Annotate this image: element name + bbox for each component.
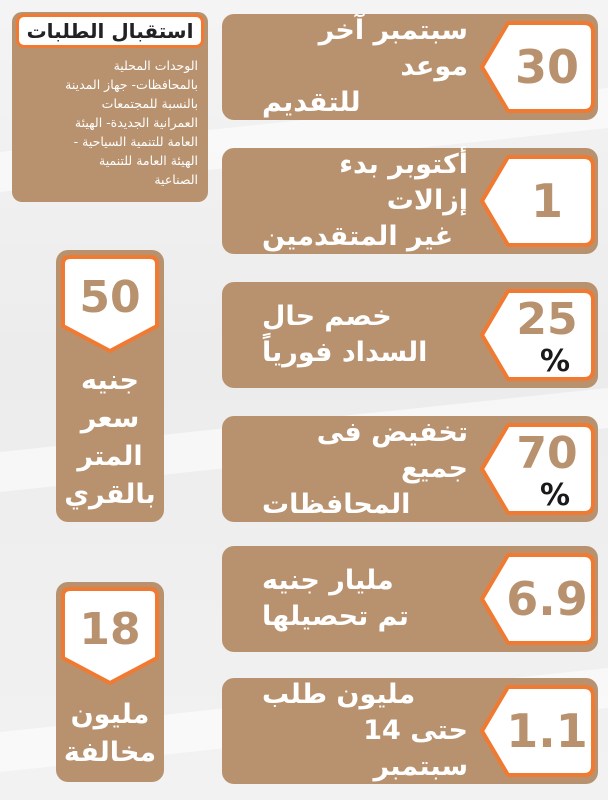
info-line: الوحدات المحلية [113,58,198,73]
tag-number: 1 [530,174,563,228]
label-line: مليار جنيه [262,565,394,596]
info-box [12,12,208,202]
label-line: جنيه [81,365,139,396]
number-badge [60,586,160,686]
card-label [262,678,468,784]
label-line: حتى 14 سبتمبر [363,715,468,782]
label-line: للتقديم [262,87,361,118]
removal-start-card [222,148,598,254]
label-line: تخفيض فى جميع [316,417,468,484]
info-box-text [22,56,198,189]
requests-card [222,678,598,784]
label-line: مليون [70,699,150,730]
card-label [262,546,468,652]
percent-sign: % [540,344,571,379]
number-tag [478,552,596,646]
info-box-title: استقبال الطلبات [16,14,204,48]
label-line: المحافظات [262,489,411,520]
label-line: سعر [80,403,140,434]
number-tag [478,154,596,248]
card-label [262,14,468,120]
label-line: بالقري [64,479,156,510]
collected-card [222,546,598,652]
percent-sign: % [540,478,571,513]
badge-number: 18 [79,603,141,655]
card-label [262,416,468,522]
info-line: العامة للتنمية السياحية - [73,134,198,149]
deadline-card [222,14,598,120]
label-line: أكتوبر بدء إزالات [339,149,468,216]
card-label [262,148,468,254]
number-tag [478,20,596,114]
card-label [262,282,468,388]
tag-number: 25 [516,294,578,345]
label-line: مخالفة [63,737,157,768]
label-line: خصم حال [262,301,392,332]
reduction-card [222,416,598,522]
info-line: الهيئة العامة للتنمية [99,153,198,168]
number-tag [478,288,596,382]
label-line: تم تحصيلها [262,601,409,632]
tag-number: 1.1 [506,704,588,758]
badge-number: 50 [79,271,141,323]
label-line: غير المتقدمين [262,221,454,252]
tag-number: 6.9 [506,572,588,626]
tag-number: 70 [516,428,578,479]
card-label [56,696,164,772]
info-line: العمرانية الجديدة- الهيئة [74,115,198,130]
info-line: الصناعية [154,172,198,187]
number-tag [478,684,596,778]
violations-card [56,582,164,782]
number-badge [60,254,160,354]
info-line: بالمحافظات- جهاز المدينة [65,77,198,92]
card-label [56,362,164,514]
discount-card [222,282,598,388]
price-per-meter-card [56,250,164,522]
label-line: المتر [77,441,143,472]
label-line: السداد فورياً [262,337,428,368]
tag-number: 30 [514,40,579,94]
label-line: سبتمبر آخر موعد [318,15,468,82]
info-line: بالنسبة للمجتمعات [101,96,198,111]
number-tag [478,422,596,516]
label-line: مليون طلب [262,679,416,710]
